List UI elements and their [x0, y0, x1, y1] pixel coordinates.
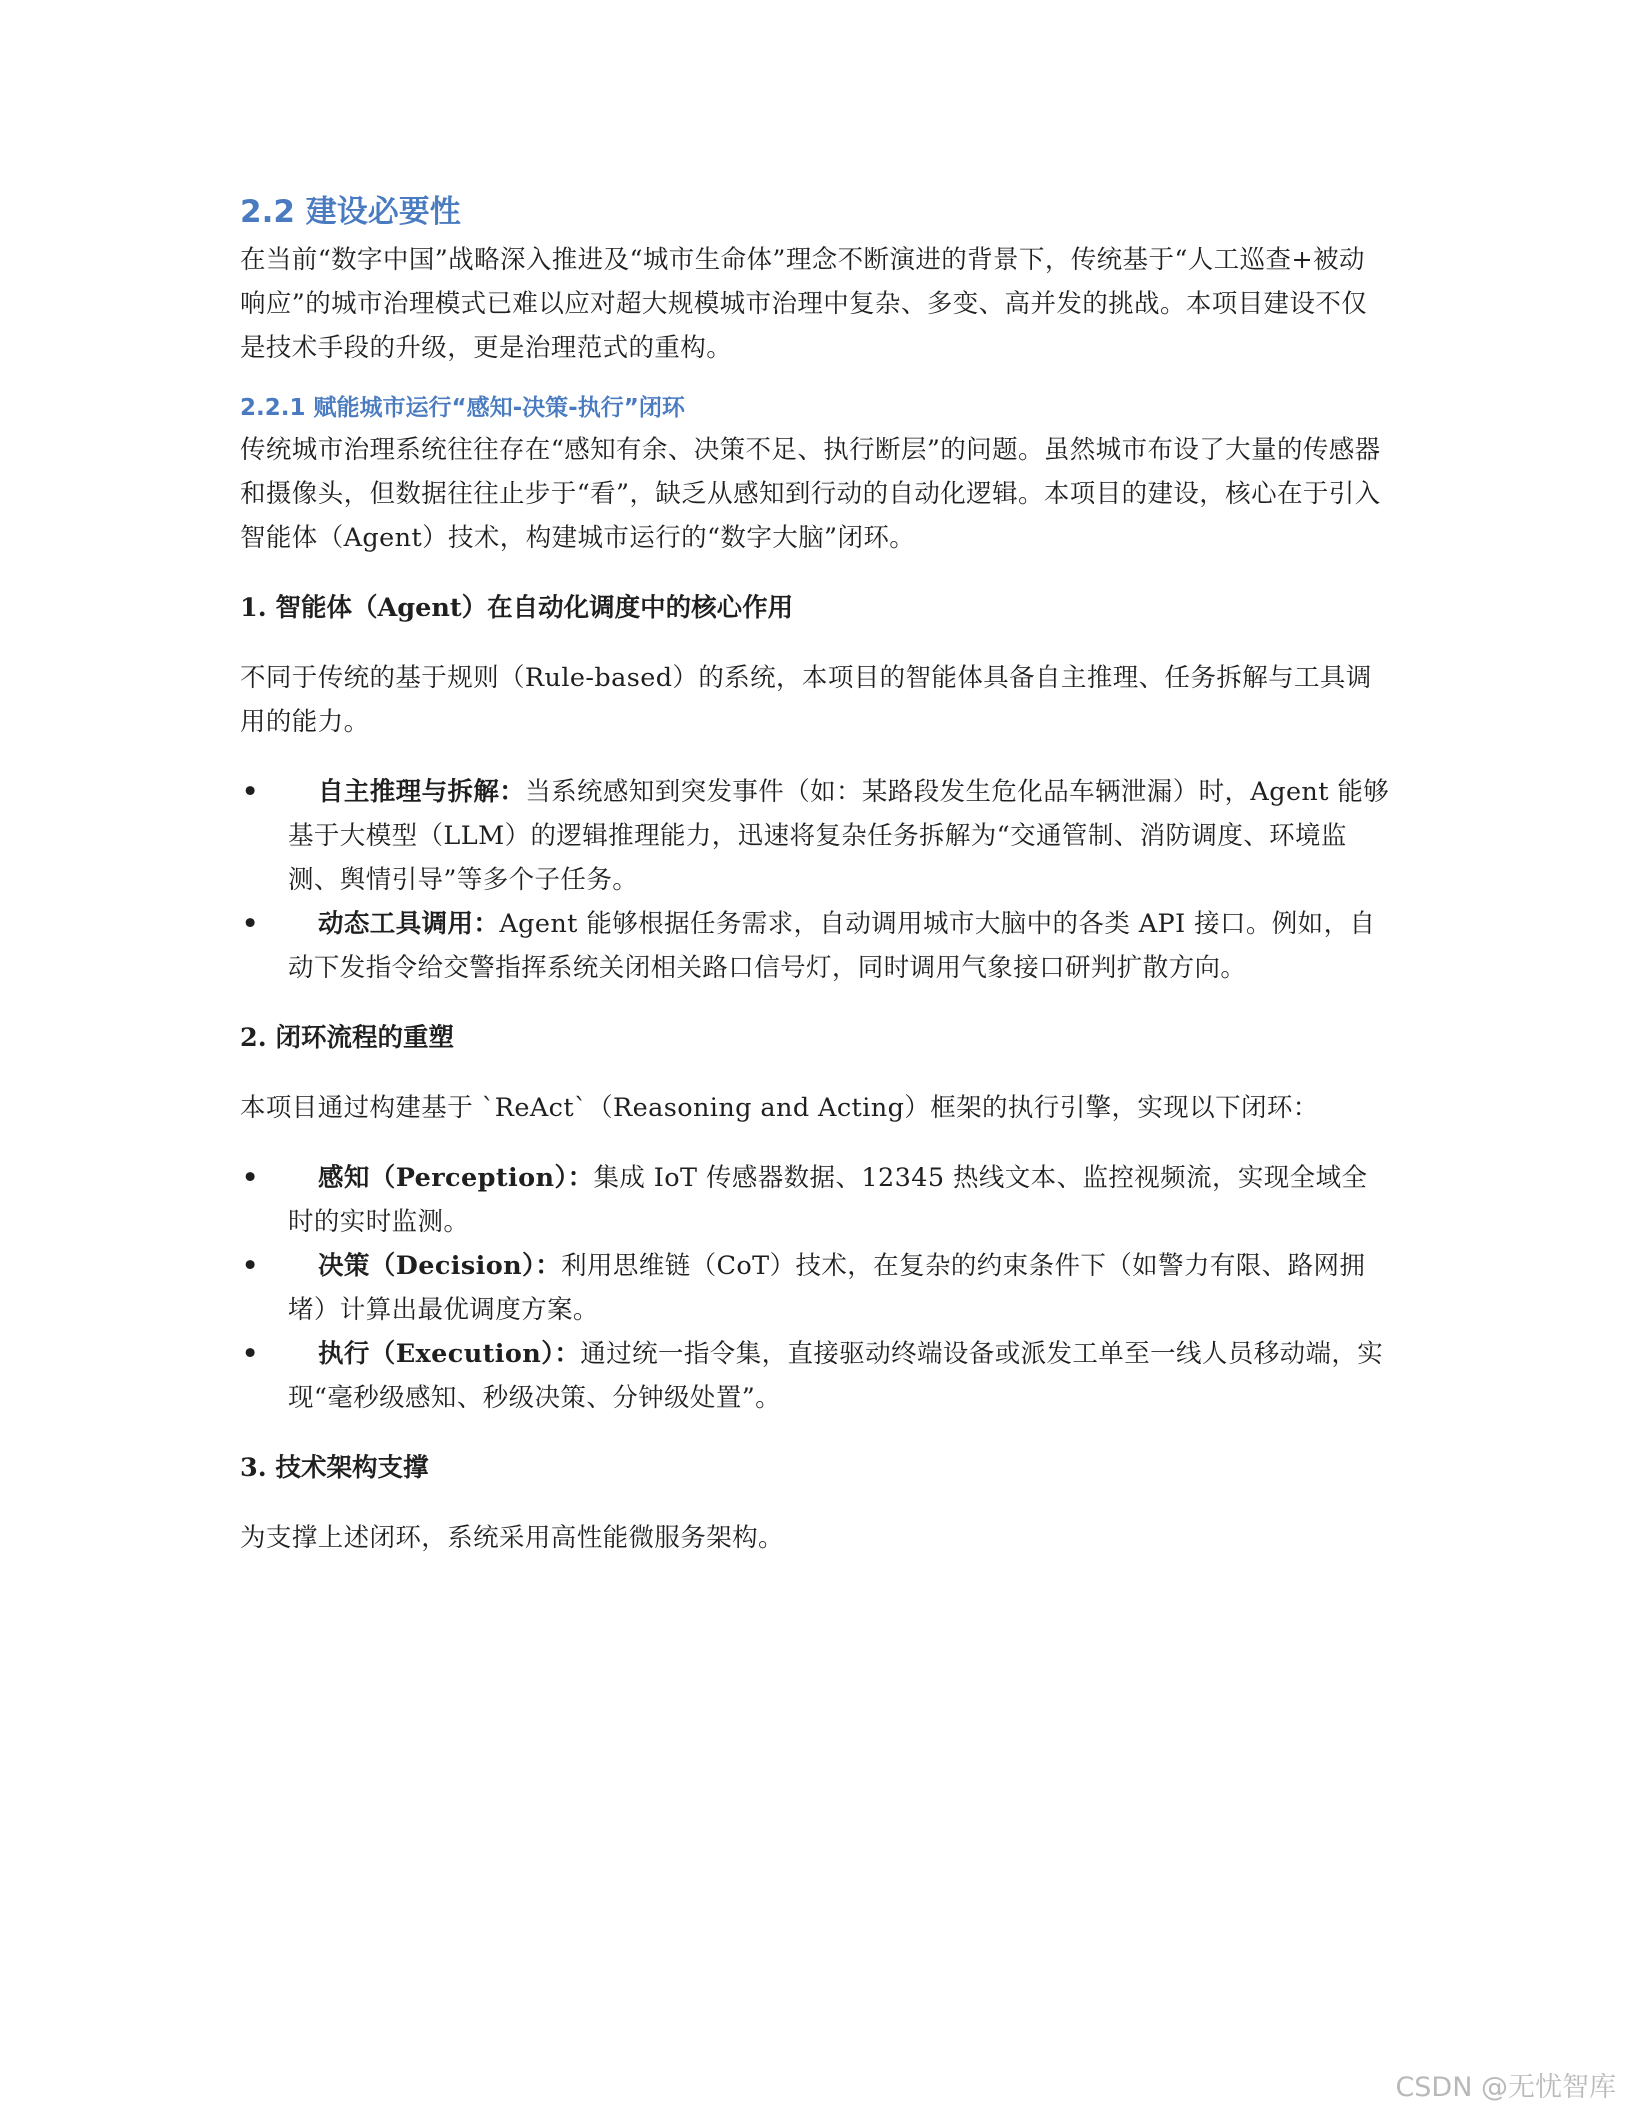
bullet-icon: • [242, 1251, 259, 1281]
list-item [240, 1156, 1390, 1244]
subsection-intro: 传统城市治理系统往往存在“感知有余、决策不足、执行断层”的问题。虽然城市布设了大量的传感器和摄像头，但数据往往止步于“看”，缺乏从感知到行动的自动化逻辑。本项目的建设，核心在于引入智能体（Agent）技术，构建城市运行的“数字大脑”闭环。 [240, 435, 1381, 553]
item1-text: 不同于传统的基于规则（Rule-based）的系统，本项目的智能体具备自主推理、任务拆解与工具调用的能力。 [240, 663, 1372, 737]
bullet-lead: 决策（Decision）： [318, 1251, 562, 1281]
bullet-lead: 动态工具调用： [318, 909, 500, 939]
list-item [240, 902, 1390, 990]
item2-heading: 2. 闭环流程的重塑 [240, 1023, 454, 1053]
bullet-text: 利用思维链（CoT）技术，在复杂的约束条件下（如警力有限、路网拥堵）计算出最优调度方案。 [288, 1251, 1366, 1325]
bullet-icon: • [242, 1339, 259, 1369]
section-intro: 在当前“数字中国”战略深入推进及“城市生命体”理念不断演进的背景下，传统基于“人工巡查+被动响应”的城市治理模式已难以应对超大规模城市治理中复杂、多变、高并发的挑战。本项目建设不仅是技术手段的升级，更是治理范式的重构。 [240, 245, 1368, 363]
bullet-icon: • [242, 777, 259, 807]
bullet-icon: • [242, 1163, 259, 1193]
bullet-text: 当系统感知到突发事件（如：某路段发生危化品车辆泄漏）时，Agent 能够基于大模型（LLM）的逻辑推理能力，迅速将复杂任务拆解为“交通管制、消防调度、环境监测、舆情引导”等多个子任务。 [288, 777, 1390, 895]
bullet-lead: 自主推理与拆解： [318, 777, 526, 807]
bullet-lead: 感知（Perception）： [318, 1163, 594, 1193]
section-title: 2.2 建设必要性 [240, 194, 461, 230]
item3-text: 为支撑上述闭环，系统采用高性能微服务架构。 [240, 1523, 784, 1553]
item1-bullet-list [240, 770, 1390, 990]
bullet-lead: 执行（Execution）： [318, 1339, 581, 1369]
item3-heading: 3. 技术架构支撑 [240, 1453, 429, 1483]
watermark: CSDN @无忧智库 [1395, 2072, 1616, 2103]
document-page [240, 190, 1390, 1560]
list-item [240, 1332, 1390, 1420]
item1-heading: 1. 智能体（Agent）在自动化调度中的核心作用 [240, 593, 794, 623]
bullet-icon: • [242, 909, 259, 939]
list-item [240, 1244, 1390, 1332]
item2-bullet-list [240, 1156, 1390, 1420]
bullet-text: 通过统一指令集，直接驱动终端设备或派发工单至一线人员移动端，实现“毫秒级感知、秒级决策、分钟级处置”。 [288, 1339, 1384, 1413]
bullet-text: Agent 能够根据任务需求，自动调用城市大脑中的各类 API 接口。例如，自动下发指令给交警指挥系统关闭相关路口信号灯，同时调用气象接口研判扩散方向。 [288, 909, 1376, 983]
bullet-text: 集成 IoT 传感器数据、12345 热线文本、监控视频流，实现全域全时的实时监测。 [288, 1163, 1368, 1237]
item2-text: 本项目通过构建基于 `ReAct`（Reasoning and Acting）框架的执行引擎，实现以下闭环： [240, 1093, 1319, 1123]
subsection-title: 2.2.1 赋能城市运行“感知-决策-执行”闭环 [240, 395, 685, 421]
list-item [240, 770, 1390, 902]
